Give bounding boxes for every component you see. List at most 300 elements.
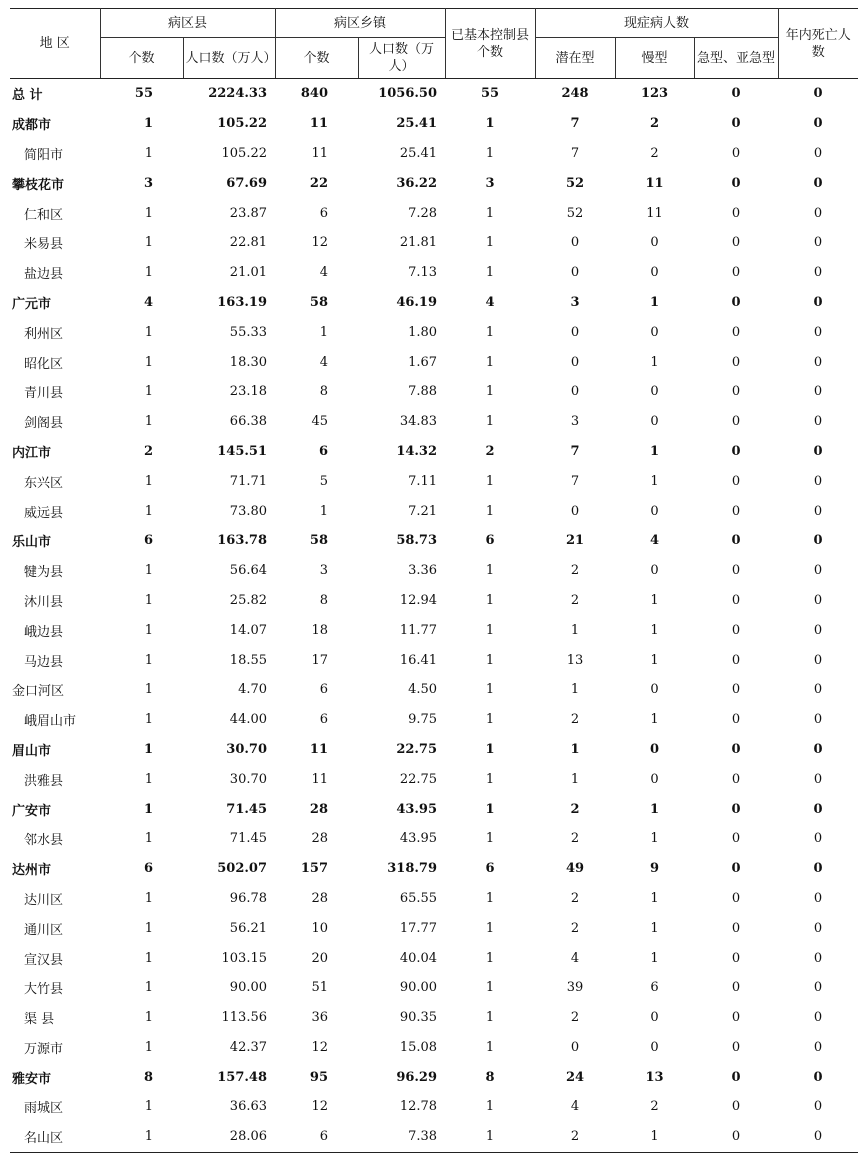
region-name-cell: 青川县	[24, 386, 64, 402]
county-population-cell: 163.19	[217, 294, 268, 310]
county-count-cell: 8	[143, 1069, 153, 1085]
header-county-count: 个数	[100, 38, 183, 79]
controlled-count-cell: 1	[485, 920, 495, 936]
table-row	[10, 824, 858, 854]
table-row	[10, 228, 858, 258]
deaths-cell: 0	[813, 86, 823, 102]
chronic-cell: 0	[650, 503, 659, 519]
chronic-cell: 11	[646, 205, 663, 221]
deaths-cell: 0	[813, 801, 823, 817]
deaths-cell: 0	[813, 354, 823, 370]
controlled-count-cell: 1	[485, 592, 495, 608]
county-count-cell: 2	[143, 443, 153, 459]
header-annual-deaths: 年内死亡人数	[778, 9, 858, 79]
latent-cell: 1	[570, 741, 580, 757]
county-count-cell: 1	[144, 205, 153, 221]
latent-cell: 4	[570, 950, 580, 966]
county-count-cell: 3	[143, 175, 153, 191]
latent-cell: 49	[565, 861, 585, 877]
table-row	[10, 1003, 858, 1033]
county-count-cell: 1	[143, 801, 153, 817]
latent-cell: 52	[566, 205, 584, 221]
acute-cell: 0	[731, 771, 741, 787]
table-body	[10, 79, 858, 1153]
header-endemic-townships: 病区乡镇	[275, 9, 445, 38]
county-count-cell: 1	[144, 563, 153, 579]
township-count-cell: 36	[311, 1010, 329, 1026]
deaths-cell: 0	[813, 771, 823, 787]
township-count-cell: 11	[311, 145, 329, 161]
deaths-cell: 0	[813, 145, 823, 161]
deaths-cell: 0	[813, 563, 823, 579]
controlled-count-cell: 6	[485, 861, 495, 877]
township-population-cell: 90.35	[399, 1010, 438, 1026]
table-row	[10, 1033, 858, 1063]
county-count-cell: 1	[144, 622, 153, 638]
township-count-cell: 58	[309, 294, 329, 310]
county-population-cell: 157.48	[217, 1069, 268, 1085]
acute-cell: 0	[731, 503, 741, 519]
township-count-cell: 95	[309, 1069, 329, 1085]
region-name-cell: 内江市	[12, 445, 52, 461]
region-name-cell: 金口河区	[12, 684, 65, 700]
region-name-cell: 马边县	[24, 654, 64, 670]
county-count-cell: 1	[144, 831, 153, 847]
township-population-cell: 1.67	[408, 354, 438, 370]
county-population-cell: 36.63	[229, 1099, 268, 1115]
region-name-cell: 峨边县	[24, 624, 64, 640]
table-row	[10, 586, 858, 616]
deaths-cell: 0	[813, 324, 823, 340]
township-population-cell: 46.19	[396, 294, 438, 310]
deaths-cell: 0	[813, 294, 823, 310]
deaths-cell: 0	[813, 533, 823, 549]
acute-cell: 0	[731, 384, 741, 400]
township-population-cell: 12.94	[399, 592, 438, 608]
county-population-cell: 502.07	[217, 861, 268, 877]
township-population-cell: 43.95	[396, 801, 438, 817]
township-count-cell: 6	[319, 682, 329, 698]
controlled-count-cell: 1	[485, 354, 495, 370]
chronic-cell: 1	[650, 950, 659, 966]
header-acute: 急型、亚急型	[694, 38, 778, 79]
latent-cell: 24	[565, 1069, 585, 1085]
controlled-count-cell: 1	[485, 771, 495, 787]
chronic-cell: 2	[650, 1099, 659, 1115]
region-name-cell: 简阳市	[24, 147, 64, 163]
latent-cell: 13	[566, 652, 584, 668]
controlled-count-cell: 1	[485, 384, 495, 400]
region-name-cell: 广元市	[12, 296, 52, 312]
table-row	[10, 168, 858, 198]
township-population-cell: 96.29	[396, 1069, 438, 1085]
chronic-cell: 0	[650, 682, 659, 698]
controlled-count-cell: 1	[485, 950, 495, 966]
township-population-cell: 43.95	[399, 831, 438, 847]
region-name-cell: 通川区	[24, 922, 64, 938]
chronic-cell: 0	[650, 235, 659, 251]
region-name-cell: 渠 县	[24, 1012, 55, 1028]
disease-statistics-table	[10, 8, 858, 1153]
region-name-cell: 达川区	[24, 892, 64, 908]
controlled-count-cell: 1	[485, 1039, 495, 1055]
county-count-cell: 4	[143, 294, 153, 310]
latent-cell: 0	[570, 265, 580, 281]
county-population-cell: 163.78	[217, 533, 268, 549]
table-row	[10, 556, 858, 586]
table-row	[10, 109, 858, 139]
acute-cell: 0	[731, 861, 741, 877]
township-population-cell: 7.28	[408, 205, 438, 221]
deaths-cell: 0	[813, 414, 823, 430]
chronic-cell: 1	[650, 831, 659, 847]
table-row	[10, 1062, 858, 1092]
county-count-cell: 1	[100, 1122, 183, 1152]
township-count-cell: 28	[309, 801, 329, 817]
township-count-cell: 1	[319, 503, 329, 519]
latent-cell: 0	[570, 354, 580, 370]
latent-cell: 0	[570, 503, 580, 519]
table-row	[10, 526, 858, 556]
chronic-cell: 1	[650, 592, 659, 608]
county-count-cell: 1	[144, 473, 153, 489]
region-name-cell: 剑阁县	[24, 416, 64, 432]
deaths-cell: 0	[813, 980, 823, 996]
township-count-cell: 157	[300, 861, 329, 877]
table-row	[10, 794, 858, 824]
deaths-cell: 0	[813, 265, 823, 281]
latent-cell: 0	[570, 235, 580, 251]
deaths-cell: 0	[778, 1122, 858, 1152]
county-count-cell: 1	[144, 920, 153, 936]
county-population-cell: 21.01	[229, 265, 268, 281]
township-count-cell: 4	[319, 265, 329, 281]
acute-cell: 0	[731, 801, 741, 817]
latent-cell: 2	[570, 712, 580, 728]
acute-cell: 0	[731, 145, 741, 161]
chronic-cell: 11	[645, 175, 664, 191]
chronic-cell: 1	[650, 443, 660, 459]
controlled-count-cell: 1	[485, 801, 495, 817]
latent-cell: 7	[570, 443, 580, 459]
township-count-cell: 58	[309, 533, 329, 549]
region-name-cell: 总 计	[12, 88, 43, 104]
county-count-cell: 1	[144, 1099, 153, 1115]
county-population-cell: 145.51	[217, 443, 268, 459]
township-count-cell: 6	[318, 443, 329, 459]
table-row	[10, 675, 858, 705]
township-count-cell: 20	[311, 950, 329, 966]
county-count-cell: 55	[134, 86, 153, 102]
controlled-count-cell: 1	[485, 145, 495, 161]
chronic-cell: 123	[640, 86, 669, 102]
township-count-cell: 8	[319, 384, 329, 400]
county-population-cell: 103.15	[221, 950, 268, 966]
township-count-cell: 11	[311, 771, 329, 787]
table-row	[10, 735, 858, 765]
acute-cell: 0	[731, 86, 741, 102]
controlled-count-cell: 1	[485, 741, 495, 757]
deaths-cell: 0	[813, 622, 823, 638]
latent-cell: 2	[570, 1010, 580, 1026]
controlled-count-cell: 1	[485, 205, 495, 221]
chronic-cell: 1	[650, 652, 659, 668]
region-name-cell: 峨眉山市	[24, 714, 77, 730]
latent-cell: 21	[565, 533, 585, 549]
header-township-population: 人口数（万人）	[358, 38, 445, 79]
township-count-cell: 11	[309, 741, 329, 757]
table-row	[10, 764, 858, 794]
controlled-count-cell: 1	[485, 980, 495, 996]
deaths-cell: 0	[813, 175, 823, 191]
township-population-cell: 318.79	[387, 861, 438, 877]
latent-cell: 2	[570, 801, 580, 817]
latent-cell: 2	[570, 831, 580, 847]
township-count-cell: 11	[309, 116, 329, 132]
chronic-cell: 0	[650, 1039, 659, 1055]
acute-cell: 0	[731, 1010, 741, 1026]
table-row	[10, 615, 858, 645]
table-row	[10, 377, 858, 407]
county-count-cell: 1	[144, 592, 153, 608]
table-row	[10, 854, 858, 884]
latent-cell: 3	[570, 414, 580, 430]
latent-cell: 3	[570, 294, 580, 310]
township-count-cell: 12	[311, 1099, 329, 1115]
county-count-cell: 1	[144, 890, 153, 906]
county-count-cell: 1	[144, 235, 153, 251]
region-name-cell: 利州区	[24, 326, 64, 342]
region-name-cell: 沐川县	[24, 594, 64, 610]
acute-cell: 0	[731, 533, 741, 549]
township-population-cell: 7.21	[408, 503, 438, 519]
region-name-cell: 雨城区	[24, 1101, 64, 1117]
county-count-cell: 1	[144, 414, 153, 430]
header-county-population: 人口数（万人）	[183, 38, 275, 79]
township-count-cell: 12	[311, 235, 329, 251]
county-population-cell: 71.45	[226, 801, 268, 817]
controlled-count-cell: 1	[485, 414, 495, 430]
chronic-cell: 0	[650, 324, 659, 340]
controlled-count-cell: 1	[445, 1122, 535, 1152]
chronic-cell: 0	[650, 414, 659, 430]
deaths-cell: 0	[813, 503, 823, 519]
region-name-cell: 达州市	[12, 863, 52, 879]
township-population-cell: 21.81	[399, 235, 438, 251]
deaths-cell: 0	[813, 712, 823, 728]
township-population-cell: 3.36	[408, 563, 438, 579]
township-population-cell: 34.83	[399, 414, 438, 430]
chronic-cell: 0	[650, 771, 659, 787]
table-row	[10, 913, 858, 943]
township-count-cell: 28	[311, 890, 329, 906]
latent-cell: 248	[561, 86, 589, 102]
controlled-count-cell: 1	[485, 1010, 495, 1026]
county-count-cell: 1	[144, 980, 153, 996]
county-count-cell: 1	[144, 652, 153, 668]
header-chronic: 慢型	[615, 38, 694, 79]
township-count-cell: 45	[311, 414, 329, 430]
township-population-cell: 7.88	[408, 384, 438, 400]
deaths-cell: 0	[813, 890, 823, 906]
county-population-cell: 90.00	[229, 980, 268, 996]
table-row	[10, 347, 858, 377]
latent-cell: 0	[570, 384, 580, 400]
controlled-count-cell: 1	[485, 1099, 495, 1115]
deaths-cell: 0	[813, 652, 823, 668]
deaths-cell: 0	[813, 205, 823, 221]
latent-cell: 2	[570, 563, 580, 579]
county-population-cell: 18.30	[229, 354, 268, 370]
county-count-cell: 1	[144, 682, 153, 698]
controlled-count-cell: 1	[485, 116, 495, 132]
deaths-cell: 0	[813, 384, 823, 400]
acute-cell: 0	[694, 1122, 778, 1152]
county-population-cell: 56.64	[229, 563, 268, 579]
county-count-cell: 1	[143, 116, 153, 132]
deaths-cell: 0	[813, 920, 823, 936]
table-row	[10, 437, 858, 467]
township-population-cell: 25.41	[399, 145, 438, 161]
acute-cell: 0	[731, 414, 741, 430]
county-count-cell: 1	[144, 1039, 153, 1055]
county-population-cell: 18.55	[229, 652, 268, 668]
township-count-cell: 28	[311, 831, 329, 847]
county-population-cell: 71.71	[229, 473, 268, 489]
chronic-cell: 0	[650, 265, 659, 281]
township-population-cell: 1056.50	[378, 86, 438, 102]
township-population-cell: 17.77	[399, 920, 438, 936]
county-population-cell: 14.07	[229, 622, 268, 638]
county-population-cell: 96.78	[229, 890, 268, 906]
chronic-cell: 13	[645, 1069, 664, 1085]
county-population-cell: 22.81	[229, 235, 268, 251]
county-population-cell: 113.56	[221, 1010, 268, 1026]
county-count-cell: 1	[143, 741, 153, 757]
region-name-cell: 洪雅县	[24, 773, 64, 789]
chronic-cell: 4	[650, 533, 660, 549]
county-count-cell: 1	[144, 384, 153, 400]
deaths-cell: 0	[813, 235, 823, 251]
county-count-cell: 1	[144, 712, 153, 728]
acute-cell: 0	[731, 473, 741, 489]
latent-cell: 52	[565, 175, 585, 191]
deaths-cell: 0	[813, 1039, 823, 1055]
latent-cell: 4	[570, 1099, 580, 1115]
region-name-cell: 乐山市	[12, 535, 52, 551]
township-population-cell: 7.38	[358, 1122, 445, 1152]
latent-cell: 1	[570, 682, 580, 698]
township-population-cell: 9.75	[408, 712, 438, 728]
table-row	[10, 258, 858, 288]
township-count-cell: 8	[319, 592, 329, 608]
latent-cell: 2	[535, 1122, 615, 1152]
township-count-cell: 1	[319, 324, 329, 340]
acute-cell: 0	[731, 890, 741, 906]
township-count-cell: 22	[309, 175, 329, 191]
header-township-count: 个数	[275, 38, 358, 79]
county-count-cell: 1	[144, 503, 153, 519]
controlled-count-cell: 1	[485, 503, 495, 519]
region-name-cell: 米易县	[24, 237, 64, 253]
region-name-cell: 雅安市	[12, 1071, 52, 1087]
chronic-cell: 0	[650, 1010, 659, 1026]
header-latent: 潜在型	[535, 38, 615, 79]
acute-cell: 0	[731, 682, 741, 698]
data-table-container	[10, 8, 858, 1153]
township-count-cell: 18	[311, 622, 329, 638]
controlled-count-cell: 1	[485, 563, 495, 579]
table-row	[10, 496, 858, 526]
township-population-cell: 58.73	[396, 533, 438, 549]
latent-cell: 1	[570, 771, 580, 787]
township-population-cell: 1.80	[408, 324, 438, 340]
acute-cell: 0	[731, 1099, 741, 1115]
township-count-cell: 6	[319, 712, 329, 728]
table-row	[10, 645, 858, 675]
region-name-cell: 昭化区	[24, 356, 64, 372]
deaths-cell: 0	[813, 473, 823, 489]
township-count-cell: 10	[311, 920, 329, 936]
chronic-cell: 1	[650, 622, 659, 638]
table-row	[10, 705, 858, 735]
township-population-cell: 4.50	[408, 682, 438, 698]
latent-cell: 2	[570, 920, 580, 936]
latent-cell: 0	[570, 1039, 580, 1055]
table-row	[10, 973, 858, 1003]
township-population-cell: 14.32	[396, 443, 438, 459]
county-population-cell: 23.87	[229, 205, 268, 221]
county-population-cell: 56.21	[229, 920, 268, 936]
deaths-cell: 0	[813, 1069, 823, 1085]
county-population-cell: 28.06	[183, 1122, 275, 1152]
acute-cell: 0	[731, 712, 741, 728]
header-controlled-counties: 已基本控制县个数	[445, 9, 535, 79]
chronic-cell: 1	[650, 801, 660, 817]
county-count-cell: 1	[144, 145, 153, 161]
acute-cell: 0	[731, 443, 741, 459]
controlled-count-cell: 55	[480, 86, 500, 102]
township-population-cell: 22.75	[396, 741, 438, 757]
deaths-cell: 0	[813, 1099, 823, 1115]
county-population-cell: 71.45	[229, 831, 268, 847]
acute-cell: 0	[731, 1039, 741, 1055]
header-current-patients: 现症病人数	[535, 9, 778, 38]
controlled-count-cell: 1	[485, 682, 495, 698]
acute-cell: 0	[731, 920, 741, 936]
table-row	[10, 1092, 858, 1122]
acute-cell: 0	[731, 831, 741, 847]
acute-cell: 0	[731, 205, 741, 221]
acute-cell: 0	[731, 175, 741, 191]
controlled-count-cell: 1	[485, 324, 495, 340]
chronic-cell: 2	[650, 145, 659, 161]
township-population-cell: 22.75	[399, 771, 438, 787]
latent-cell: 2	[570, 890, 580, 906]
acute-cell: 0	[731, 980, 741, 996]
region-name-cell: 大竹县	[24, 982, 64, 998]
region-name-cell: 广安市	[12, 803, 52, 819]
table-row	[10, 884, 858, 914]
township-population-cell: 12.78	[399, 1099, 438, 1115]
latent-cell: 39	[566, 980, 584, 996]
region-name-cell: 成都市	[12, 118, 52, 134]
latent-cell: 2	[570, 592, 580, 608]
latent-cell: 1	[570, 622, 580, 638]
controlled-count-cell: 1	[485, 712, 495, 728]
acute-cell: 0	[731, 354, 741, 370]
chronic-cell: 0	[650, 563, 659, 579]
